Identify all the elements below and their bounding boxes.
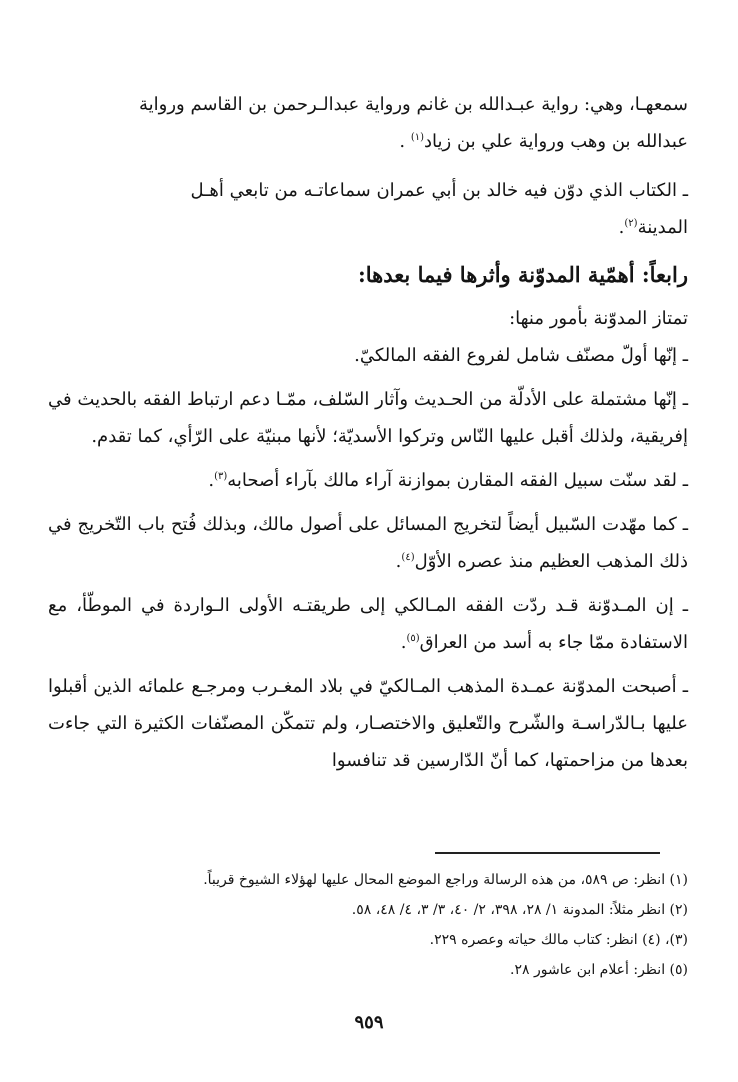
footnote-ref: (٣) xyxy=(214,471,228,482)
list-item-first-compilation: ـ إنّها أولّ مصنّف شامل لفروع الفقه المالكيّ. xyxy=(354,345,688,366)
text: ـ لقد سنّت سبيل الفقه المقارن بموازنة آراء مالك بآراء أصحابه xyxy=(227,470,688,491)
body-block-top xyxy=(48,86,688,160)
footnote-ref: (٥) xyxy=(406,633,420,644)
punctuation: . xyxy=(395,551,402,572)
punctuation: . xyxy=(399,131,411,152)
footnote-ref: (١) xyxy=(410,132,425,143)
list-item-evidence: ـ إنّها مشتملة على الأدلّة من الحـديث وآثار السّلف، ممّـا دعم ارتباط الفقه بالحديث في إفريقية، ولذلك أقبل عليها النّاس وتركوا الأسديّة؛ لأنها مبنيّة على الرّأي، كما تقدم. xyxy=(48,389,688,447)
list-item-muwatta xyxy=(48,587,688,661)
page-number: ٩٥٩ xyxy=(354,1012,384,1033)
list-item-comparative-fiqh xyxy=(48,462,688,499)
text-line: سمعهـا، وهي: رواية عبـدالله بن غانم ورواية عبدالـرحمن بن القاسم ورواية xyxy=(138,94,688,115)
footnotes xyxy=(48,865,688,985)
footnote-ref: (٤) xyxy=(401,552,415,563)
footnote-3-4: (٣)، (٤) انظر: كتاب مالك حياته وعصره ٢٢٩. xyxy=(429,932,688,948)
text-line: عبدالله بن وهب ورواية علي بن زياد xyxy=(424,131,688,152)
list-item-takhrij xyxy=(48,506,688,580)
text: ـ كما مهّدت السّبيل أيضاً لتخريج المسائل على أصول مالك، وبذلك فُتح باب التّخريج في ذلك المذهب العظيم منذ عصره الأوّل xyxy=(48,514,688,572)
footnote-separator xyxy=(435,852,660,854)
paragraph-narrations xyxy=(48,86,688,160)
intro-line: تمتاز المدوّنة بأمور منها: xyxy=(509,308,688,329)
punctuation: . xyxy=(208,470,215,491)
body-block-second xyxy=(48,172,688,246)
footnote-2: (٢) انظر مثلاً: المدونة ١/ ٢٨، ٣٩٨، ٢/ ٤٠، ٣/ ٣، ٤/ ٤٨، ٥٨. xyxy=(351,902,688,918)
text: ـ إن المـدوّنة قـد ردّت الفقه المـالكي إلى طريقتـه الأولى الـواردة في الموطّأ، مع الاستفادة ممّا جاء به أسد من العراق xyxy=(48,595,688,653)
list-item-reference: ـ أصبحت المدوّنة عمـدة المذهب المـالكيّ في بلاد المغـرب ومرجـع علمائه الذين أقبلوا عليها بـالدّراسـة والشّرح والتّعليق والاختصـار، ولم تتمكّن المصنّفات الكثيرة التي جاءت بعدها من مزاحمتها، كما أنّ الدّارسين قد تنافسوا xyxy=(48,676,688,771)
paragraph-khalid xyxy=(48,172,688,246)
punctuation: . xyxy=(618,217,625,238)
body-block-main xyxy=(48,300,688,779)
footnote-5: (٥) انظر: أعلام ابن عاشور ٢٨. xyxy=(510,962,688,978)
footnote-ref: (٢) xyxy=(624,218,638,229)
footnote-1: (١) انظر: ص ٥٨٩، من هذه الرسالة وراجع الموضع المحال عليها لهؤلاء الشيوخ قريباً. xyxy=(203,872,688,888)
punctuation: . xyxy=(400,632,407,653)
text-line: المدينة xyxy=(637,217,688,238)
text-line: ـ الكتاب الذي دوّن فيه خالد بن أبي عمران سماعاتـه من تابعي أهـل xyxy=(190,180,688,201)
section-heading: رابعاً: أهمّية المدوّنة وأثرها فيما بعدها: xyxy=(358,262,688,287)
